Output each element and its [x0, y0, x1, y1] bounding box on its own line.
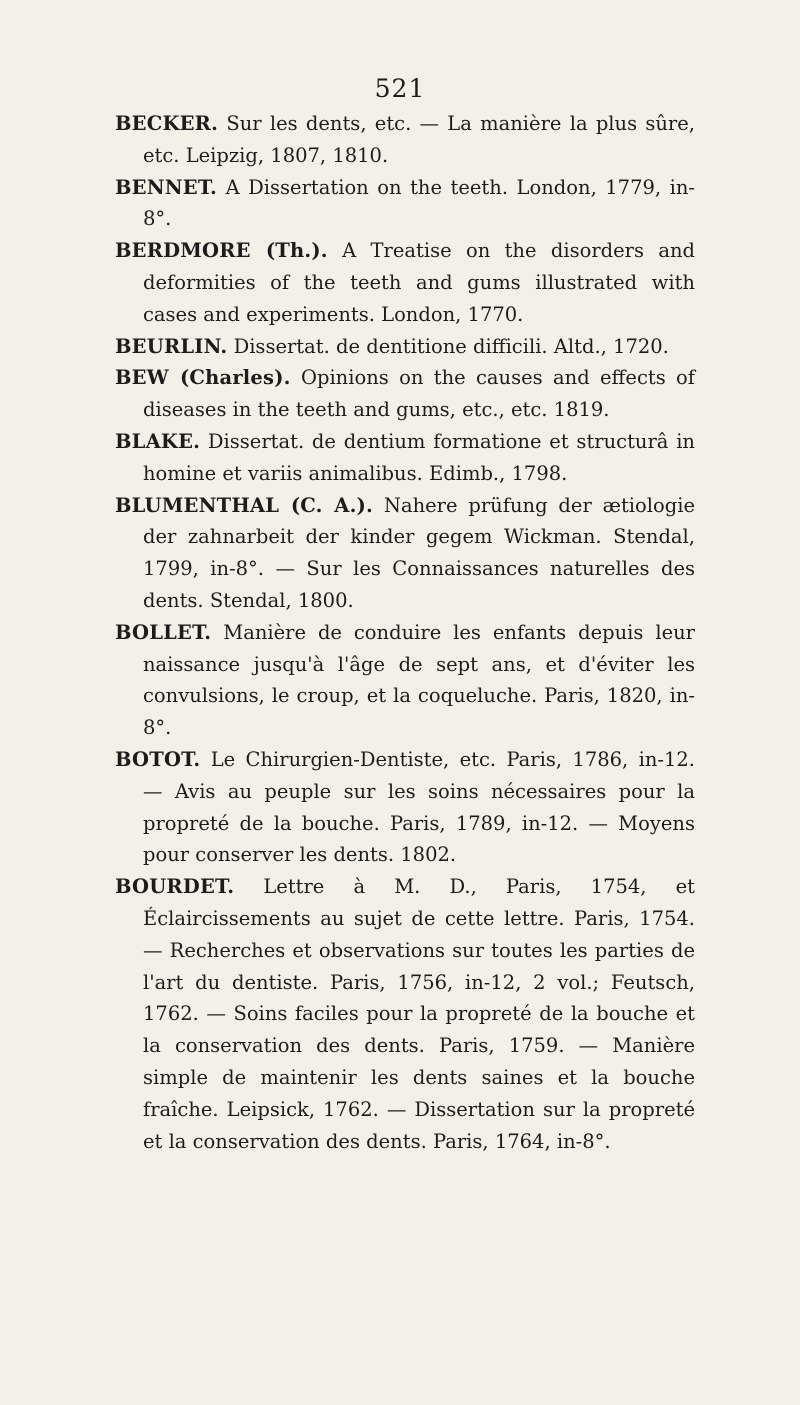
entry-author: BLAKE.: [115, 429, 201, 453]
bibliography-entry-blake: [115, 426, 695, 490]
entry-text: Dissertat. de dentitione difficili. Altd., 1720.: [233, 334, 669, 358]
entry-author: BECKER.: [115, 112, 219, 135]
bibliography-entry-botot: [115, 744, 695, 871]
entry-author: BEURLIN.: [115, 334, 228, 358]
entry-author: BERDMORE (Th.).: [115, 239, 328, 263]
entry-author: BOLLET.: [115, 620, 212, 644]
page-number: 521: [374, 74, 426, 103]
bibliography-list: [115, 108, 695, 1157]
entry-text: Sur les dents, etc. — La manière la plus sûre, etc. Leipzig, 1807, 1810.: [143, 112, 695, 167]
bibliography-entry-berdmore: [115, 235, 695, 330]
bibliography-entry-beurlin: [115, 331, 695, 363]
entry-text: Nahere prüfung der ætiologie der zahnarbeit der kinder gegem Wickman. Stendal, 1799, in-8°. — Sur les Connaissances naturelles des dents. Stendal, 1800.: [143, 493, 695, 612]
entry-text: A Treatise on the disorders and deformities of the teeth and gums illustrated with cases and experiments. London, 1770.: [143, 239, 696, 326]
bibliography-entry-bollet: [115, 617, 695, 744]
entry-author: BENNET.: [115, 175, 218, 199]
bibliography-entry-bennet: [115, 172, 695, 236]
entry-text: Lettre à M. D., Paris, 1754, et Éclaircissements au sujet de cette lettre. Paris, 1754. — Recherches et observations sur toutes les parties de l'art du dentiste. Paris, 1756, in-12, 2 vol.; Feutsch, 1762. — Soins faciles pour la propreté de la bouche et la conservation des dents. Paris, 1759. — Manière simple de maintenir les dents saines et la bouche fraîche. Leipsick, 1762. — Dissertation sur la propreté et la conservation des dents. Paris, 1764, in-8°.: [143, 875, 695, 1153]
entry-author: BOURDET.: [115, 875, 235, 899]
bibliography-entry-blumenthal: [115, 490, 695, 617]
entry-text: A Dissertation on the teeth. London, 1779, in-8°.: [143, 175, 695, 231]
entry-text: Dissertat. de dentium formatione et structurâ in homine et variis animalibus. Edimb., 1798.: [143, 429, 695, 485]
bibliography-entry-becker: [115, 108, 695, 172]
entry-text: Manière de conduire les enfants depuis leur naissance jusqu'à l'âge de sept ans, et d'éviter les convulsions, le croup, et la coqueluche. Paris, 1820, in-8°.: [143, 620, 695, 740]
bibliography-entry-bourdet: [115, 871, 695, 1157]
bibliography-entry-bew: [115, 362, 695, 426]
entry-text: Opinions on the causes and effects of diseases in the teeth and gums, etc., etc. 1819.: [143, 366, 696, 422]
entry-author: BEW (Charles).: [115, 366, 291, 390]
entry-text: Le Chirurgien-Dentiste, etc. Paris, 1786, in-12. — Avis au peuple sur les soins nécessaires pour la propreté de la bouche. Paris, 1789, in-12. — Moyens pour conserver les dents. 1802.: [143, 747, 695, 867]
entry-author: BOTOT.: [115, 747, 201, 771]
entry-author: BLUMENTHAL (C. A.).: [115, 493, 374, 517]
